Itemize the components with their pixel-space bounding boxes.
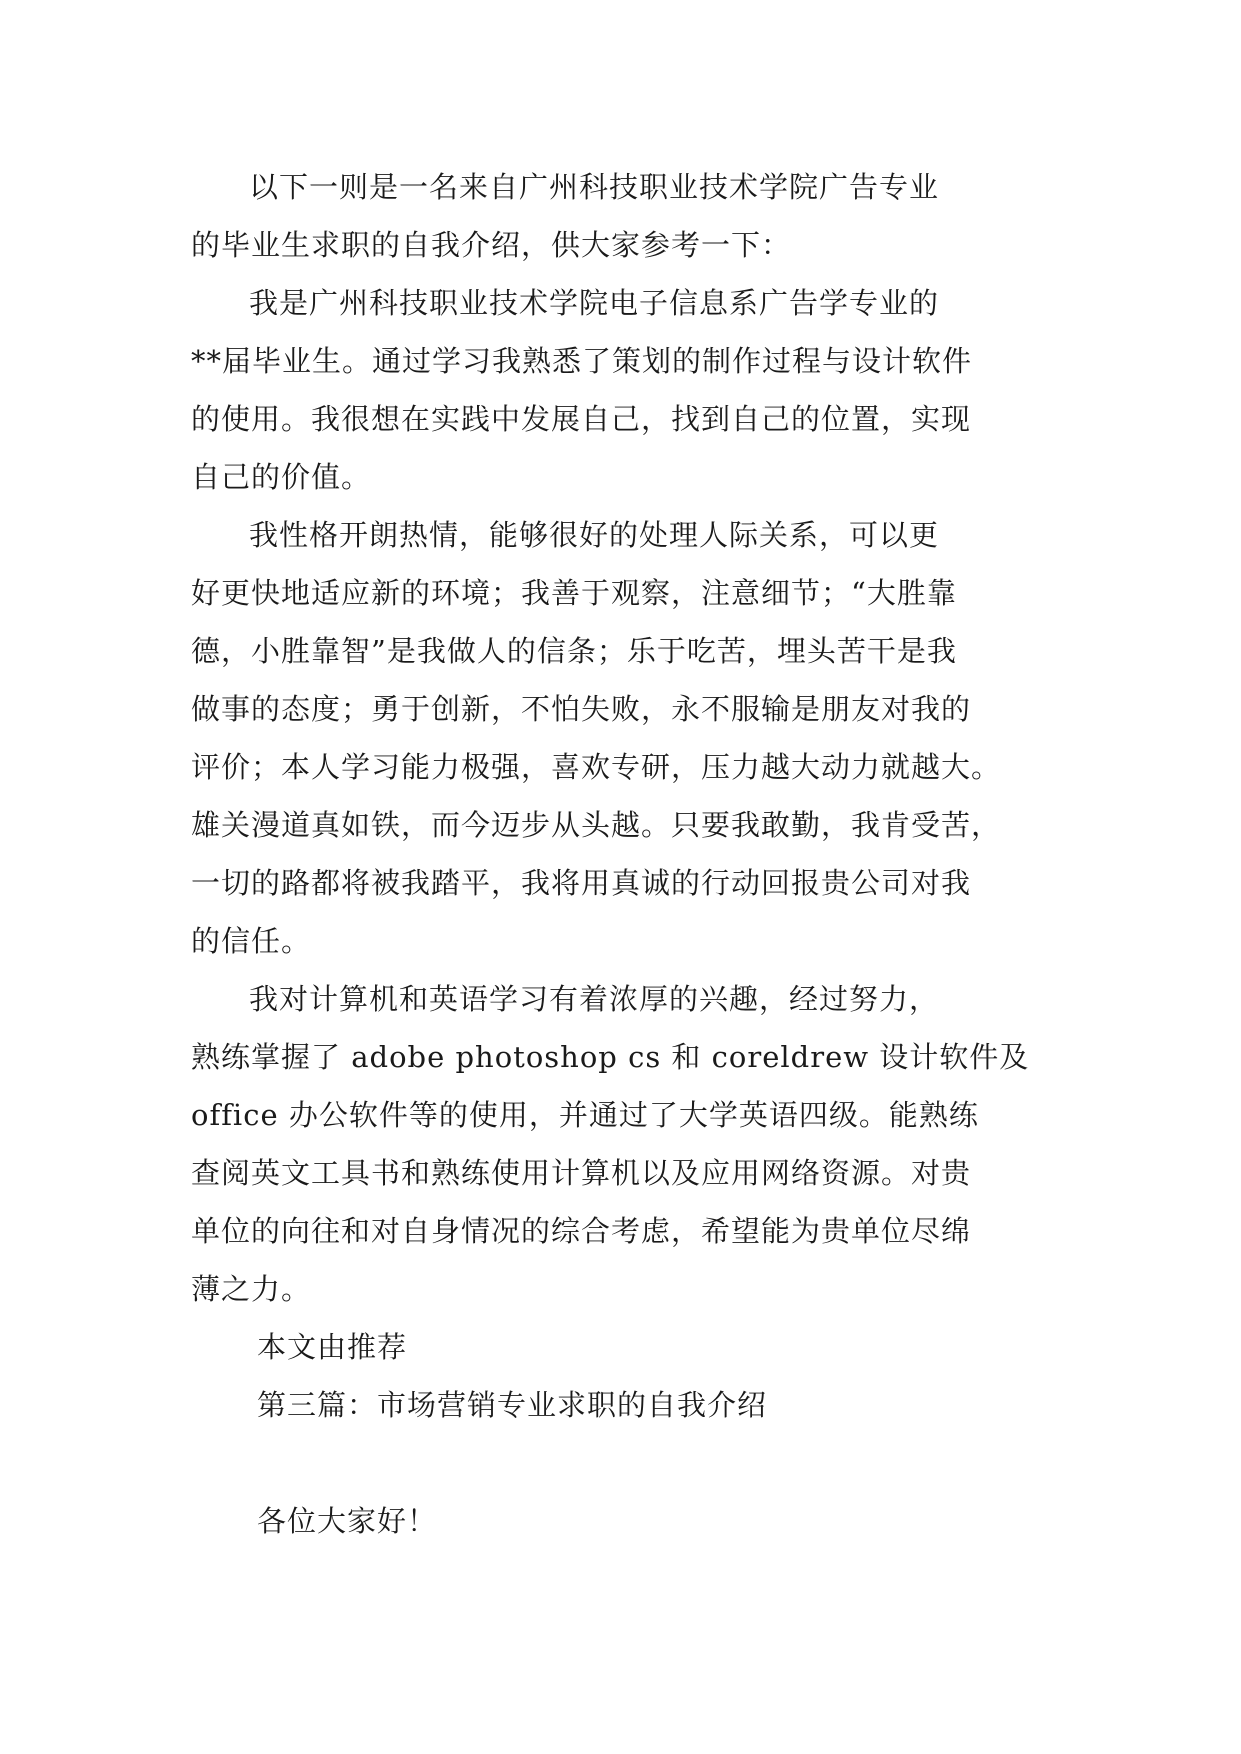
text-line: 的使用。我很想在实践中发展自己，找到自己的位置，实现 [191,402,972,436]
text-line: 我对计算机和英语学习有着浓厚的兴趣，经过努力， [249,982,940,1016]
text-line: 我性格开朗热情，能够很好的处理人际关系，可以更 [249,518,940,552]
greeting: 各位大家好！ [257,1504,438,1538]
paragraph-skills [191,970,1056,1318]
spacer [191,1434,1056,1492]
text-line: 以下一则是一名来自广州科技职业技术学院广告专业 [249,170,940,204]
text-line: **届毕业生。通过学习我熟悉了策划的制作过程与设计软件 [191,344,973,378]
paragraph-personality [191,506,1056,970]
text-line: 做事的态度；勇于创新，不怕失败，永不服输是朋友对我的 [191,692,972,726]
text-line: 单位的向往和对自身情况的综合考虑，希望能为贵单位尽绵 [191,1214,972,1248]
document-body [191,158,1056,1550]
recommend-line: 本文由推荐 [257,1330,408,1364]
text-line: 的信任。 [191,924,312,958]
text-line: 德，小胜靠智”是我做人的信条；乐于吃苦，埋头苦干是我 [191,634,957,668]
text-line: 熟练掌握了 adobe photoshop cs 和 coreldrew 设计软件及 [191,1040,1030,1074]
text-line: 评价；本人学习能力极强，喜欢专研，压力越大动力就越大。 [191,750,1002,784]
text-line: 的毕业生求职的自我介绍，供大家参考一下： [191,228,792,262]
paragraph-intro [191,158,1056,274]
paragraph-background [191,274,1056,506]
text-line: 查阅英文工具书和熟练使用计算机以及应用网络资源。对贵 [191,1156,972,1190]
text-line: office 办公软件等的使用，并通过了大学英语四级。能熟练 [191,1098,979,1132]
text-line: 自己的价值。 [191,460,372,494]
section-title: 第三篇：市场营销专业求职的自我介绍 [257,1388,768,1422]
text-line: 雄关漫道真如铁，而今迈步从头越。只要我敢勤，我肯受苦， [191,808,1002,842]
text-line: 一切的路都将被我踏平，我将用真诚的行动回报贵公司对我 [191,866,972,900]
text-line: 好更快地适应新的环境；我善于观察，注意细节；“大胜靠 [191,576,957,610]
text-line: 我是广州科技职业技术学院电子信息系广告学专业的 [249,286,940,320]
text-line: 薄之力。 [191,1272,312,1306]
